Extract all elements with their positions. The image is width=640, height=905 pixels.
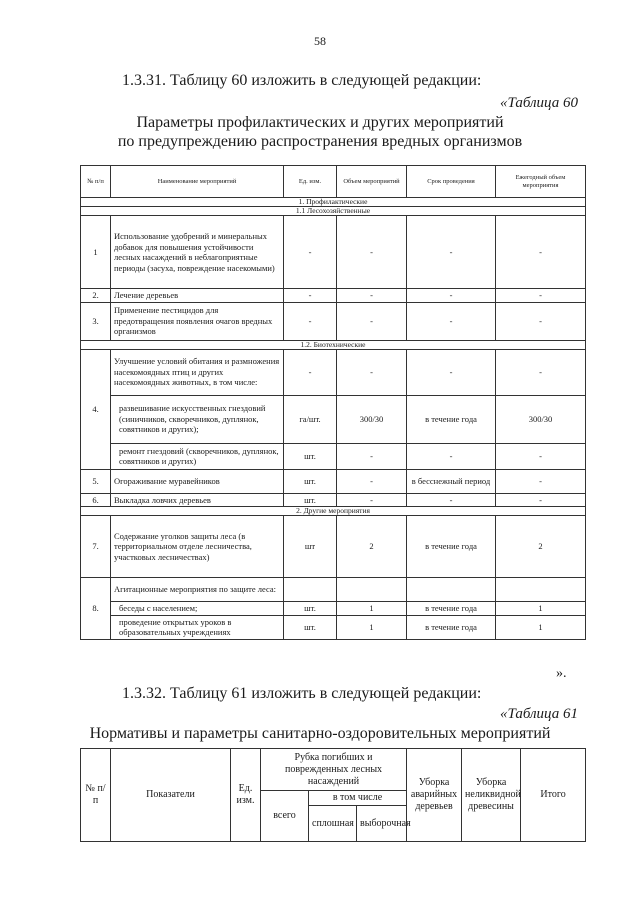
header-num: № п/п <box>81 166 111 198</box>
row-num: 2. <box>81 289 111 303</box>
row-unit: шт. <box>284 615 337 639</box>
row-num: 7. <box>81 516 111 578</box>
t61-header-total: Итого <box>521 749 586 842</box>
row-volume: 1 <box>337 602 407 616</box>
table-61 <box>80 748 586 842</box>
table-60 <box>80 165 586 640</box>
row-unit: - <box>284 302 337 340</box>
table-row <box>81 395 586 443</box>
row-volume: - <box>337 349 407 395</box>
table-60-title-line1: Параметры профилактических и других мероприятий <box>136 114 504 131</box>
t61-header-unit: Ед. изм. <box>231 749 261 842</box>
amendment-60-heading: 1.3.31. Таблицу 60 изложить в следующей редакции: <box>122 72 482 89</box>
header-unit: Ед. изм. <box>284 166 337 198</box>
row-num: 6. <box>81 493 111 507</box>
row-annual: - <box>496 302 586 340</box>
table-row <box>81 493 586 507</box>
table-row <box>81 578 586 602</box>
row-name: ремонт гнездовий (скворечников, дуплянок, совятников и других) <box>111 443 284 469</box>
amendment-61-heading: 1.3.32. Таблицу 61 изложить в следующей редакции: <box>122 685 482 702</box>
row-term: - <box>407 289 496 303</box>
row-unit: - <box>284 216 337 289</box>
t61-header-indicators: Показатели <box>111 749 231 842</box>
row-unit: - <box>284 349 337 395</box>
section-other: 2. Другие мероприятия <box>81 507 586 516</box>
row-name: Выкладка ловчих деревьев <box>111 493 284 507</box>
header-volume: Объем мероприятий <box>337 166 407 198</box>
table-row <box>81 516 586 578</box>
row-term: - <box>407 493 496 507</box>
row-unit: шт. <box>284 443 337 469</box>
row-volume: 2 <box>337 516 407 578</box>
row-volume: - <box>337 469 407 493</box>
row-num: 5. <box>81 469 111 493</box>
row-annual: 1 <box>496 615 586 639</box>
row-volume: 300/30 <box>337 395 407 443</box>
row-name: Применение пестицидов для предотвращения появления очагов вредных организмов <box>111 302 284 340</box>
section-biotechnical: 1.2. Биотехнические <box>81 340 586 349</box>
row-annual: 2 <box>496 516 586 578</box>
row-unit: шт. <box>284 493 337 507</box>
row-unit: - <box>284 289 337 303</box>
row-name: Улучшение условий обитания и размножения насекомоядных птиц и других насекомоядных животных, в том числе: <box>111 349 284 395</box>
row-volume: - <box>337 493 407 507</box>
row-annual: - <box>496 443 586 469</box>
table-60-label: «Таблица 60 <box>500 95 578 111</box>
table-row <box>81 443 586 469</box>
row-name: проведение открытых уроков в образовательных учреждениях <box>111 615 284 639</box>
row-num: 4. <box>81 349 111 469</box>
t61-header-num: № п/п <box>81 749 111 842</box>
t61-header-clear: сплошная <box>309 806 357 842</box>
row-annual: - <box>496 349 586 395</box>
table-60-title-line2: по предупреждению распространения вредных организмов <box>117 133 523 150</box>
row-num: 8. <box>81 578 111 640</box>
section-preventive: 1. Профилактические <box>81 198 586 207</box>
row-term: - <box>407 349 496 395</box>
table-61-label: «Таблица 61 <box>500 706 578 722</box>
row-unit: га/шт. <box>284 395 337 443</box>
row-term: - <box>407 443 496 469</box>
table-row <box>81 216 586 289</box>
t61-header-felling-total: всего <box>261 791 309 842</box>
row-unit: шт. <box>284 602 337 616</box>
row-name: развешивание искусственных гнездовий (синичников, скворечников, дуплянок, совятников и других); <box>111 395 284 443</box>
row-volume: - <box>337 216 407 289</box>
row-volume: - <box>337 289 407 303</box>
table-row <box>81 349 586 395</box>
row-name: Содержание уголков защиты леса (в территориальном отделе лесничества, участковых лесничествах) <box>111 516 284 578</box>
table-60-header-row <box>81 166 586 198</box>
row-name: Агитационные мероприятия по защите леса: <box>111 578 284 602</box>
t61-header-windfall: Уборка аварийных деревьев <box>407 749 462 842</box>
t61-header-illiquid: Уборка неликвидной древесины <box>462 749 521 842</box>
t61-header-including: в том числе <box>309 791 407 806</box>
row-annual: 300/30 <box>496 395 586 443</box>
table-row <box>81 615 586 639</box>
row-term: в течение года <box>407 395 496 443</box>
table-row <box>81 602 586 616</box>
row-annual: - <box>496 469 586 493</box>
row-num: 1 <box>81 216 111 289</box>
row-annual: - <box>496 289 586 303</box>
table-row <box>81 302 586 340</box>
closing-quote: ». <box>556 666 567 681</box>
page-number: 58 <box>314 34 326 48</box>
row-unit: шт. <box>284 469 337 493</box>
row-name: Использование удобрений и минеральных добавок для повышения устойчивости лесных насаждений в неблагоприятные периоды (засуха, повреждение насекомыми) <box>111 216 284 289</box>
row-volume: 1 <box>337 615 407 639</box>
section-forestry: 1.1 Лесохозяйственные <box>81 207 586 216</box>
row-term: в течение года <box>407 602 496 616</box>
row-annual: - <box>496 493 586 507</box>
header-annual: Ежегодный объем мероприятия <box>496 166 586 198</box>
table-row <box>81 289 586 303</box>
row-term: - <box>407 302 496 340</box>
row-term: в бесснежный период <box>407 469 496 493</box>
row-name: Огораживание муравейников <box>111 469 284 493</box>
row-term: в течение года <box>407 615 496 639</box>
row-unit: шт <box>284 516 337 578</box>
row-name: Лечение деревьев <box>111 289 284 303</box>
row-name: беседы с населением; <box>111 602 284 616</box>
row-term: в течение года <box>407 516 496 578</box>
table-61-title: Нормативы и параметры санитарно-оздоровительных мероприятий <box>89 725 551 742</box>
t61-header-felling: Рубка погибших и поврежденных лесных насаждений <box>261 749 407 791</box>
row-num: 3. <box>81 302 111 340</box>
table-row <box>81 469 586 493</box>
row-volume: - <box>337 443 407 469</box>
row-annual: - <box>496 216 586 289</box>
t61-header-selective: выборочная <box>357 806 407 842</box>
header-name: Наименование мероприятий <box>111 166 284 198</box>
row-term: - <box>407 216 496 289</box>
header-term: Срок проведения <box>407 166 496 198</box>
row-volume: - <box>337 302 407 340</box>
row-annual: 1 <box>496 602 586 616</box>
